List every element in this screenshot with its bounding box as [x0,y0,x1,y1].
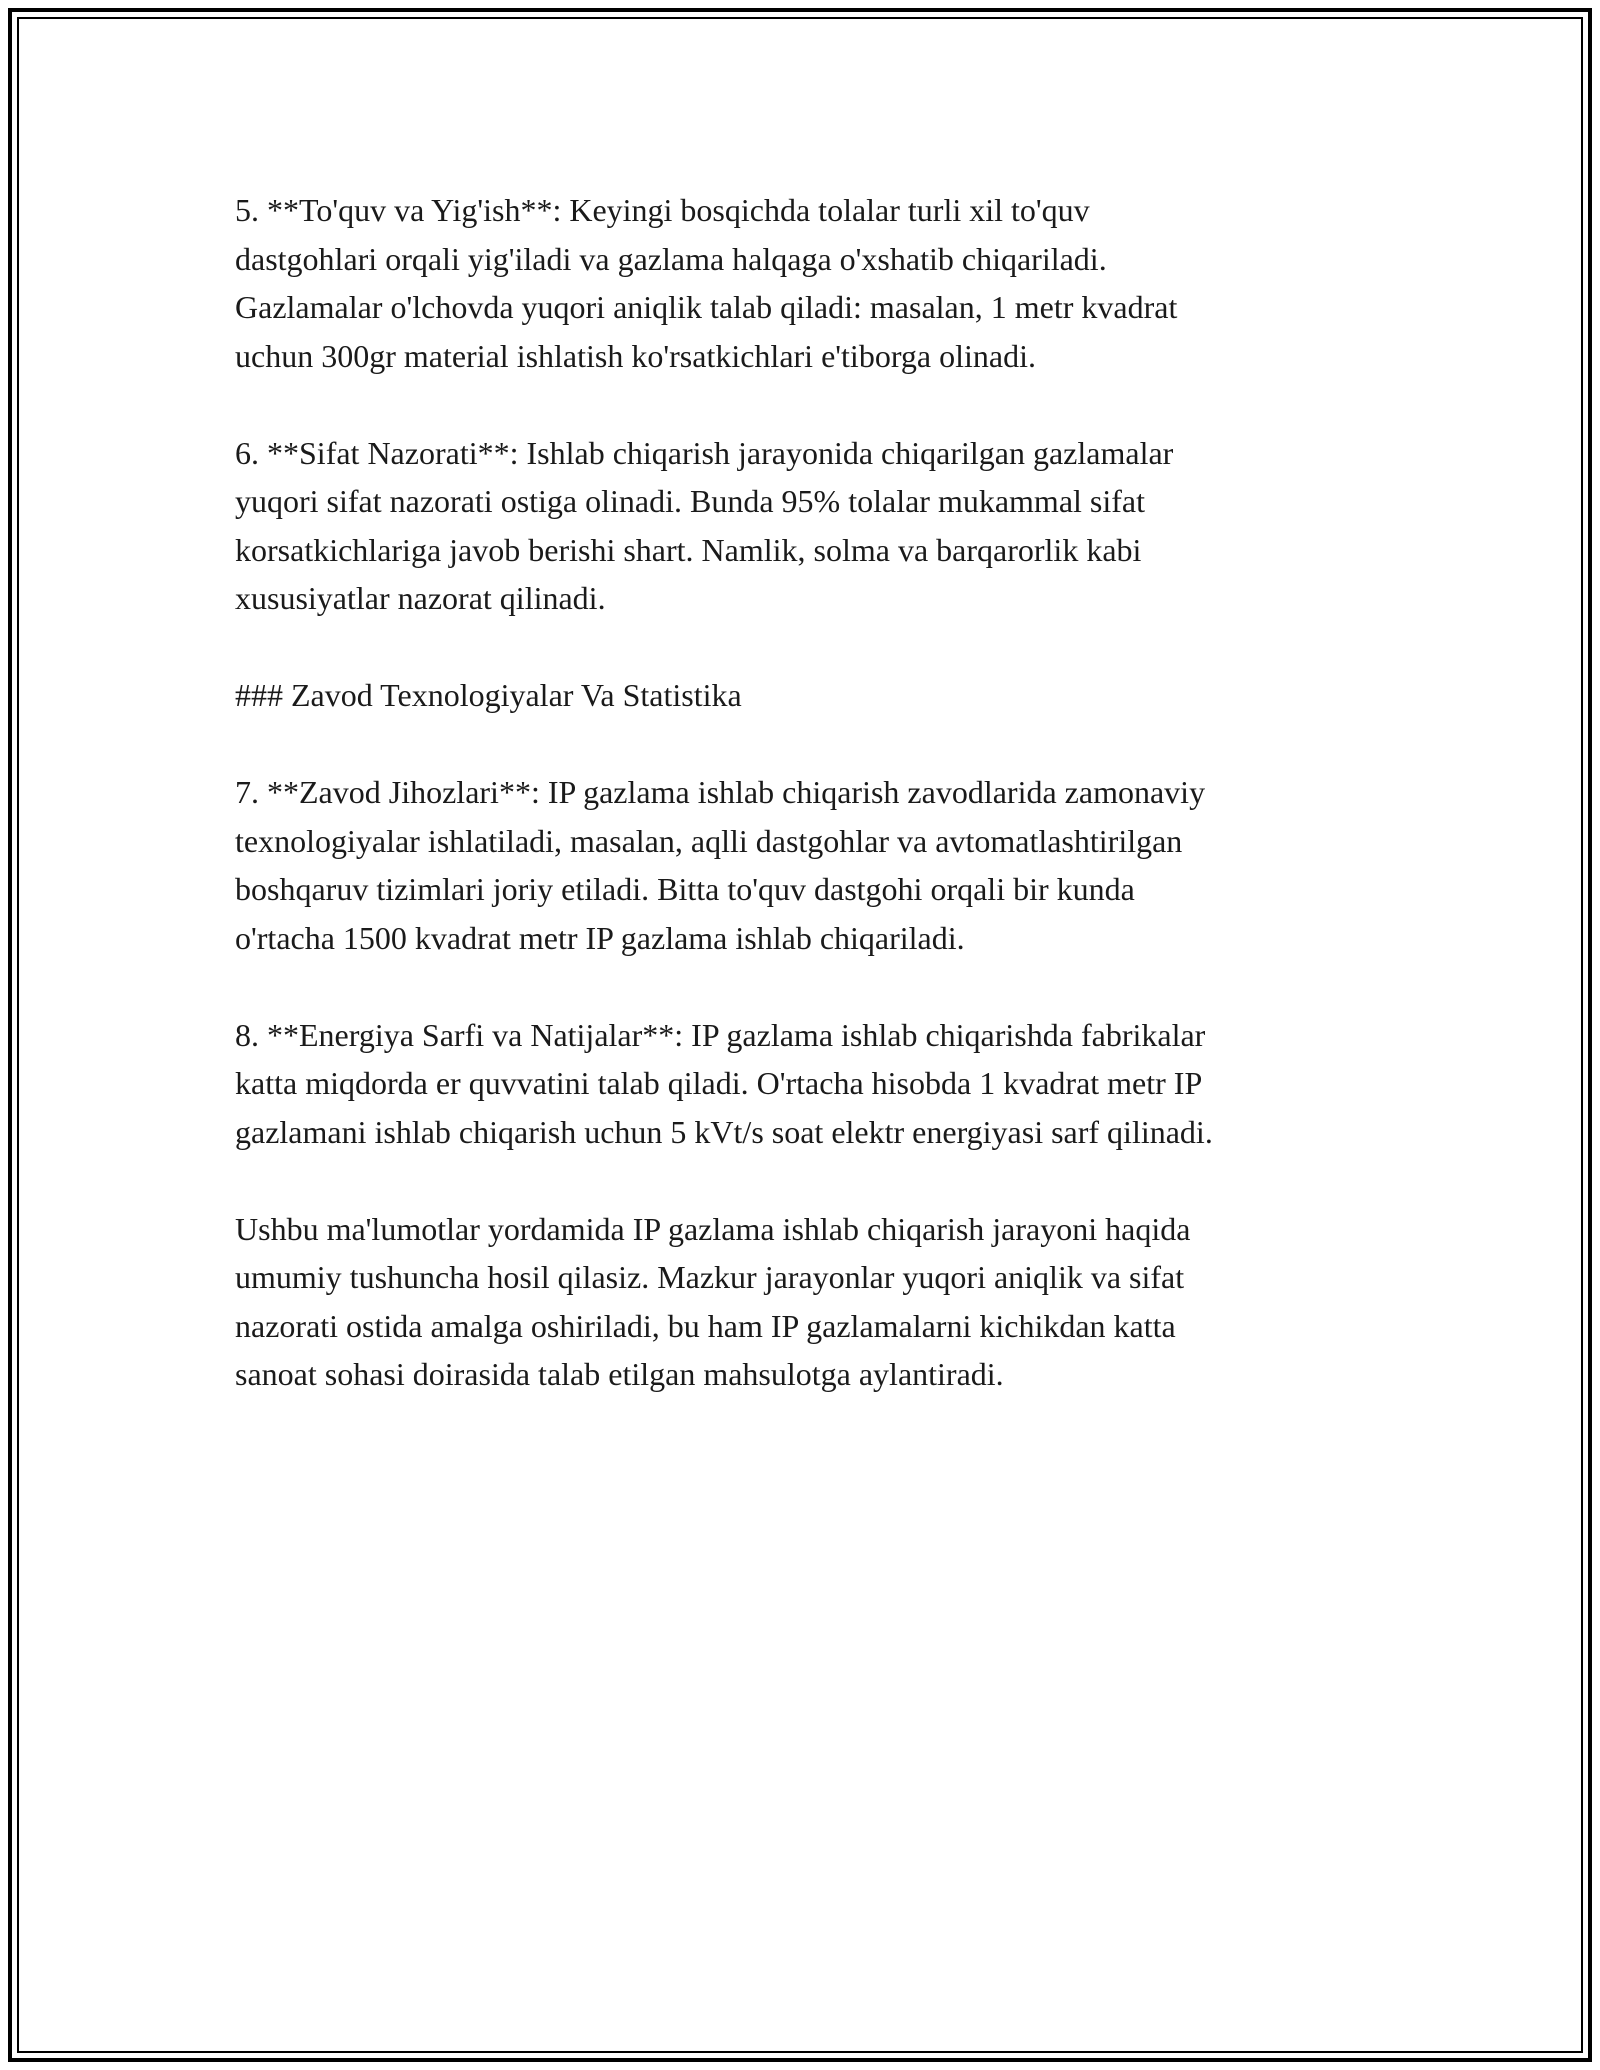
paragraph-weaving-assembly: 5. **To'quv va Yig'ish**: Keyingi bosqichda tolalar turli xil to'quv dastgohlari orqali yig'iladi va gazlama halqaga o'xshatib chiqariladi. Gazlamalar o'lchovda yuqori aniqlik talab qiladi: masalan, 1 metr kvadrat uchun 300gr material ishlatish ko'rsatkichlari e'tiborga olinadi. [235,192,1178,374]
document-body [235,186,1385,1447]
paragraph-conclusion: Ushbu ma'lumotlar yordamida IP gazlama ishlab chiqarish jarayoni haqida umumiy tushuncha hosil qilasiz. Mazkur jarayonlar yuqori aniqlik va sifat nazorati ostida amalga oshiriladi, bu ham IP gazlamalarni kichikdan katta sanoat sohasi doirasida talab etilgan mahsulotga aylantiradi. [235,1210,1191,1392]
paragraph-quality-control: 6. **Sifat Nazorati**: Ishlab chiqarish jarayonida chiqarilgan gazlamalar yuqori sifat nazorati ostiga olinadi. Bunda 95% tolalar mukammal sifat korsatkichlariga javob berishi shart. Namlik, solma va barqarorlik kabi xususiyatlar nazorat qilinadi. [235,434,1174,616]
paragraph-factory-equipment: 7. **Zavod Jihozlari**: IP gazlama ishlab chiqarish zavodlarida zamonaviy texnologiyalar ishlatiladi, masalan, aqlli dastgohlar va avtomatlashtirilgan boshqaruv tizimlari joriy etiladi. Bitta to'quv dastgohi orqali bir kunda o'rtacha 1500 kvadrat metr IP gazlama ishlab chiqariladi. [235,774,1206,956]
section-heading: ### Zavod Texnologiyalar Va Statistika [235,677,742,713]
paragraph-energy-consumption: 8. **Energiya Sarfi va Natijalar**: IP gazlama ishlab chiqarishda fabrikalar katta miqdorda er quvvatini talab qiladi. O'rtacha hisobda 1 kvadrat metr IP gazlamani ishlab chiqarish uchun 5 kVt/s soat elektr energiyasi sarf qilinadi. [235,1016,1213,1150]
